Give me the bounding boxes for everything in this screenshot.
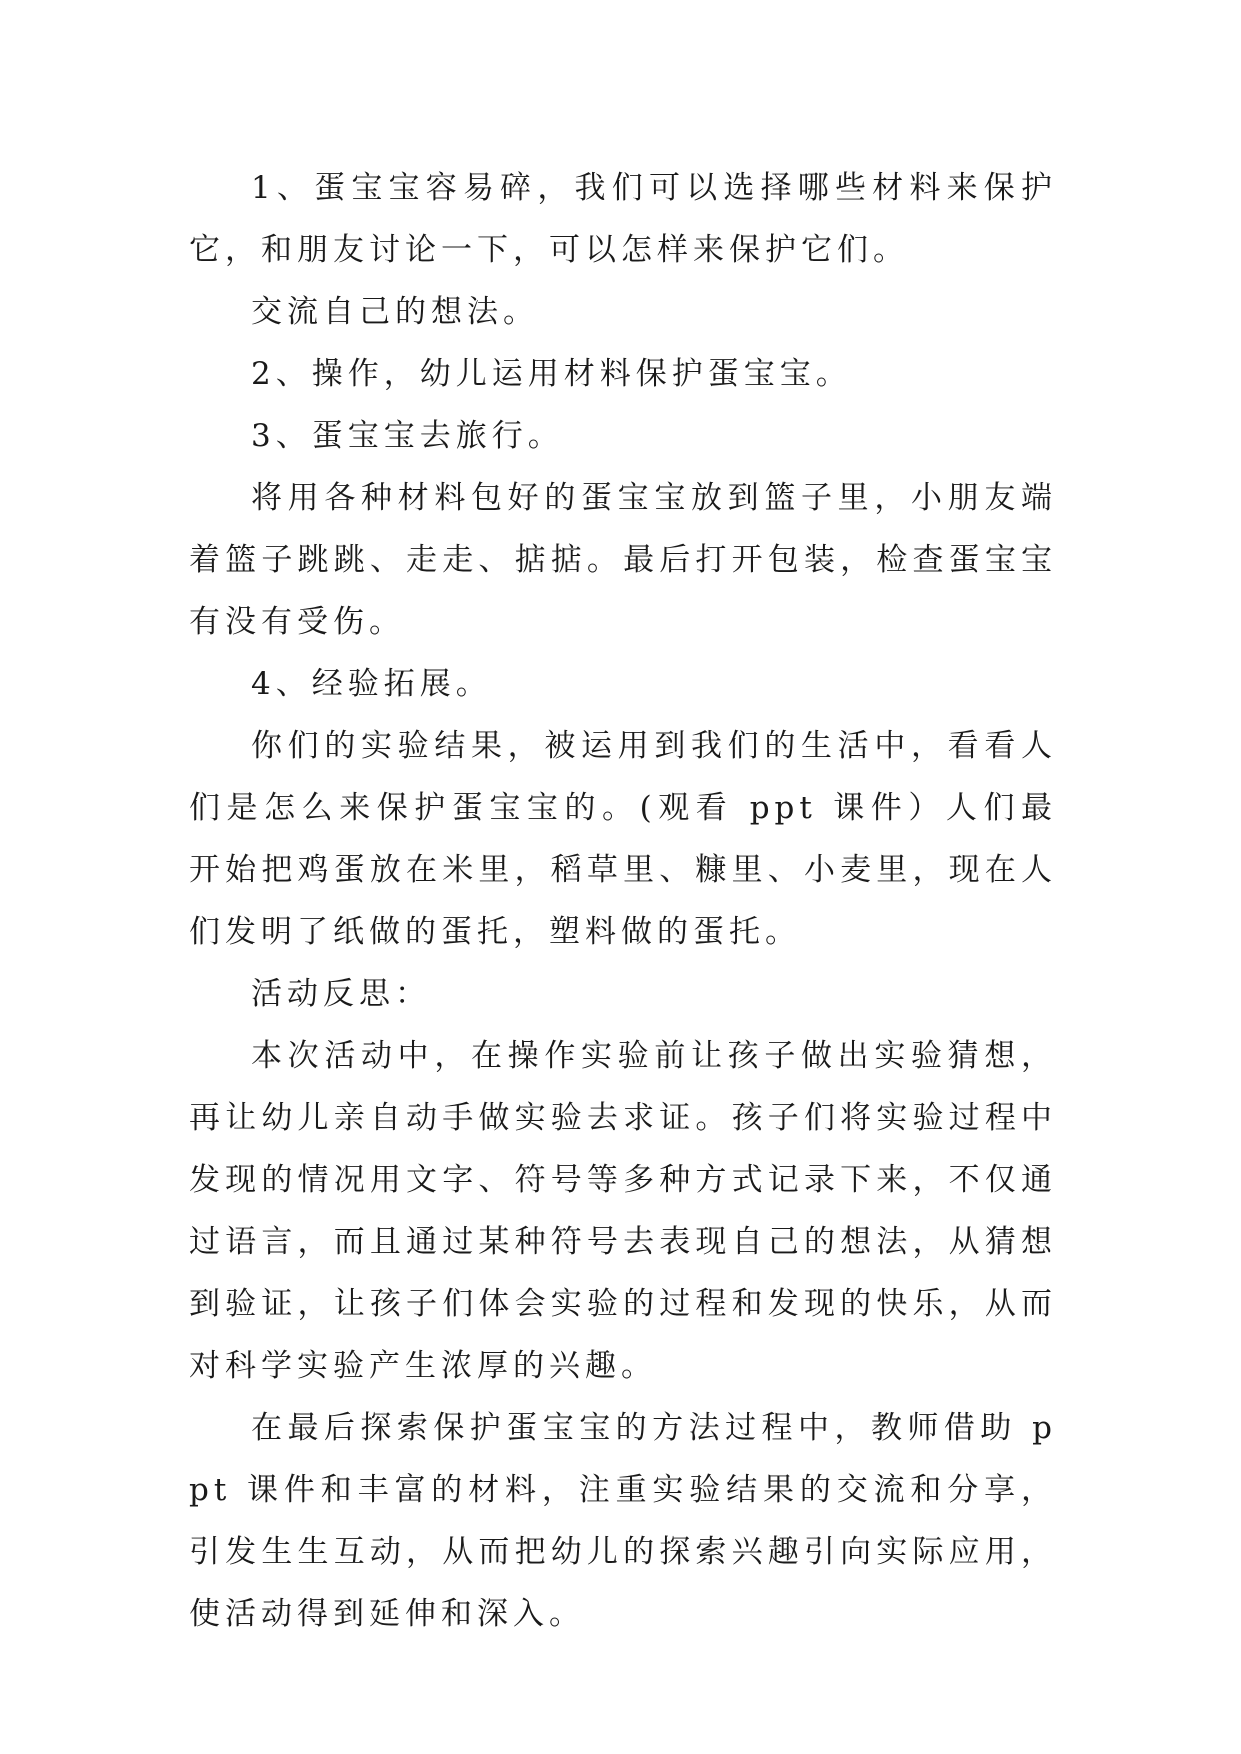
paragraph-experience-extension: 你们的实验结果，被运用到我们的生活中，看看人们是怎么来保护蛋宝宝的。(观看 ppt 课件）人们最开始把鸡蛋放在米里，稻草里、糠里、小麦里，现在人们发明了纸做的蛋托，塑料做的蛋托。 — [189, 728, 1057, 950]
paragraph-basket-test: 将用各种材料包好的蛋宝宝放到篮子里，小朋友端着篮子跳跳、走走、掂掂。最后打开包装，检查蛋宝宝有没有受伤。 — [189, 480, 1057, 640]
paragraph-step-2: 2、操作，幼儿运用材料保护蛋宝宝。 — [251, 356, 852, 392]
paragraph-reflection-body: 本次活动中，在操作实验前让孩子做出实验猜想，再让幼儿亲自动手做实验去求证。孩子们将实验过程中发现的情况用文字、符号等多种方式记录下来，不仅通过语言，而且通过某种符号去表现自己的想法，从猜想到验证，让孩子们体会实验的过程和发现的快乐，从而对科学实验产生浓厚的兴趣。 — [189, 1038, 1057, 1384]
paragraph-reflection-heading: 活动反思： — [251, 976, 431, 1012]
paragraph-step-3: 3、蛋宝宝去旅行。 — [251, 418, 564, 454]
document-page — [189, 157, 1057, 1645]
paragraph-reflection-conclusion: 在最后探索保护蛋宝宝的方法过程中，教师借助 ppt 课件和丰富的材料，注重实验结果的交流和分享，引发生生互动，从而把幼儿的探索兴趣引向实际应用，使活动得到延伸和深入。 — [189, 1410, 1057, 1632]
paragraph-step-1: 1、蛋宝宝容易碎，我们可以选择哪些材料来保护它，和朋友讨论一下，可以怎样来保护它们。 — [189, 170, 1057, 268]
paragraph-share-ideas: 交流自己的想法。 — [251, 294, 539, 330]
paragraph-step-4: 4、经验拓展。 — [251, 666, 492, 702]
